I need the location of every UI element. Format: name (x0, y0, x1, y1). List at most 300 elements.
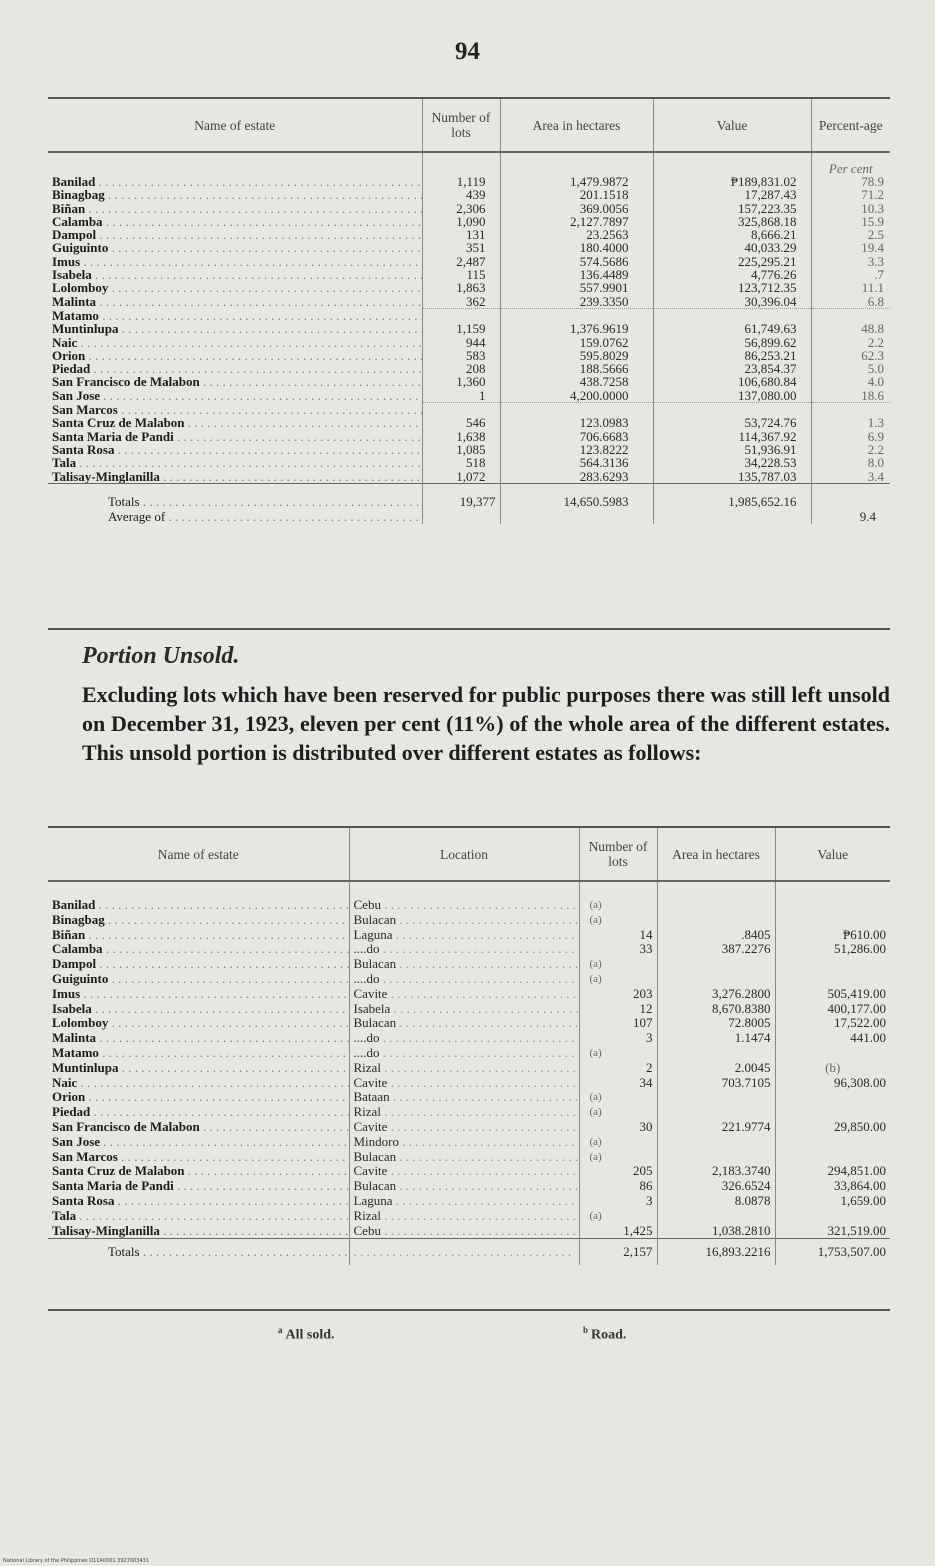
totals-pct (811, 483, 890, 509)
estate-name: Naic . . . (48, 1076, 349, 1091)
estate-location: Mindoro . . . (349, 1135, 579, 1150)
estate-name: Imus . . . (48, 255, 422, 268)
unsold-row (48, 1076, 890, 1091)
estate-area: 1,479.9872 (500, 175, 653, 188)
estate-area: 1,376.9619 (500, 322, 653, 335)
estate-area: 369.0056 (500, 202, 653, 215)
estate-percent: 3.3 (811, 255, 890, 268)
estate-lots: 2,487 (422, 255, 500, 268)
estate-location: Cavite . . . (349, 1120, 579, 1135)
estate-value: 30,396.04 (653, 295, 811, 309)
unsold-table-body (48, 881, 890, 1239)
estate-area (657, 1090, 775, 1105)
estate-percent: 6.9 (811, 430, 890, 443)
estate-area (657, 1105, 775, 1120)
estate-value: 40,033.29 (653, 241, 811, 254)
estate-value (775, 1046, 890, 1061)
estate-value: 86,253.21 (653, 349, 811, 362)
estate-lots: 583 (422, 349, 500, 362)
estate-row (48, 375, 890, 388)
estate-value: ₱189,831.02 (653, 175, 811, 188)
unsold-row (48, 1150, 890, 1165)
unsold-row (48, 972, 890, 987)
estate-lots: (a) (579, 1105, 657, 1120)
estate-percent: 6.8 (811, 295, 890, 309)
estate-area: 574.5686 (500, 255, 653, 268)
estate-location: Isabela . . . (349, 1002, 579, 1017)
header-value: Value (653, 98, 811, 152)
estate-lots: 3 (579, 1194, 657, 1209)
estate-lots: 1,085 (422, 443, 500, 456)
totals-row (48, 1239, 890, 1266)
estate-area (657, 898, 775, 913)
estate-area: 123.8222 (500, 443, 653, 456)
estate-name: Talisay-Minglanilla . . . (48, 470, 422, 484)
estate-value: 321,519.00 (775, 1224, 890, 1239)
estate-lots: 203 (579, 987, 657, 1002)
estate-row (48, 175, 890, 188)
estate-location: Bulacan . . . (349, 1150, 579, 1165)
estate-area: 239.3350 (500, 295, 653, 309)
table-bottom-rule-2 (48, 1309, 890, 1311)
average-pct: 9.4 (811, 509, 890, 524)
estate-lots: 439 (422, 188, 500, 201)
estate-name: Matamo . . . (48, 1046, 349, 1061)
estate-percent: 78.9 (811, 175, 890, 188)
unsold-row (48, 913, 890, 928)
estate-area (657, 1046, 775, 1061)
estate-row (48, 255, 890, 268)
estate-lots: (a) (579, 1150, 657, 1165)
estate-area: 283.6293 (500, 470, 653, 484)
estate-value (775, 1105, 890, 1120)
estate-area: 595.8029 (500, 349, 653, 362)
estate-lots: 86 (579, 1179, 657, 1194)
estate-area: 557.9901 (500, 281, 653, 294)
estate-area: 123.0983 (500, 416, 653, 429)
estate-name: Muntinlupa . . . (48, 1061, 349, 1076)
estate-value: 17,287.43 (653, 188, 811, 201)
estate-area (657, 913, 775, 928)
estate-area: 706.6683 (500, 430, 653, 443)
estate-lots: (a) (579, 1046, 657, 1061)
estate-name: Naic . . . (48, 336, 422, 349)
sales-table-header (48, 98, 890, 152)
estate-lots: 131 (422, 228, 500, 241)
estate-name: San Jose . . . (48, 1135, 349, 1150)
estate-lots: 1,360 (422, 375, 500, 388)
header-value: Value (775, 827, 890, 881)
estate-name: San Francisco de Malabon . . . (48, 1120, 349, 1135)
unsold-row (48, 1224, 890, 1239)
unsold-row (48, 1031, 890, 1046)
estate-name: Banilad . . . (48, 898, 349, 913)
estate-name: Biñan . . . (48, 202, 422, 215)
estate-location: Bulacan . . . (349, 957, 579, 972)
estate-lots: 34 (579, 1076, 657, 1091)
estate-value (775, 898, 890, 913)
estate-value: 441.00 (775, 1031, 890, 1046)
unsold-row (48, 987, 890, 1002)
page-number: 94 (455, 38, 480, 65)
percent-unit: Per cent (811, 152, 890, 175)
estate-lots: 362 (422, 295, 500, 309)
estate-percent: 18.6 (811, 389, 890, 403)
estate-row (48, 389, 890, 403)
estate-value: 294,851.00 (775, 1164, 890, 1179)
estate-percent: 5.0 (811, 362, 890, 375)
estate-value: (b) (775, 1061, 890, 1076)
unsold-row (48, 928, 890, 943)
estate-area (657, 1135, 775, 1150)
estate-lots: 115 (422, 268, 500, 281)
estate-row (48, 295, 890, 309)
estate-lots: 518 (422, 456, 500, 469)
unsold-row (48, 957, 890, 972)
estate-location: Cavite . . . (349, 1076, 579, 1091)
estate-name: Santa Cruz de Malabon . . . (48, 1164, 349, 1179)
unsold-row (48, 942, 890, 957)
estate-row (48, 336, 890, 349)
estate-area: 4,200.0000 (500, 389, 653, 403)
estate-name: Santa Cruz de Malabon . . . (48, 416, 422, 429)
estate-lots: 1,863 (422, 281, 500, 294)
estate-location: Rizal . . . (349, 1209, 579, 1224)
estate-row (48, 470, 890, 484)
unsold-table-header (48, 827, 890, 881)
estate-area: .8405 (657, 928, 775, 943)
footnote-a: $^a$ All sold. (278, 1325, 335, 1343)
estate-lots: 546 (422, 416, 500, 429)
estate-name: San Jose . . . (48, 389, 422, 403)
header-lots: Number of lots (422, 98, 500, 152)
estate-name: Piedad . . . (48, 1105, 349, 1120)
estate-lots: 107 (579, 1016, 657, 1031)
estate-value: 325,868.18 (653, 215, 811, 228)
estate-location: Cebu . . . (349, 898, 579, 913)
estate-lots: 1,119 (422, 175, 500, 188)
estate-name: Calamba . . . (48, 215, 422, 228)
estate-area (657, 1150, 775, 1165)
estate-lots: 3 (579, 1031, 657, 1046)
estate-lots: (a) (579, 957, 657, 972)
unsold-row (48, 1002, 890, 1017)
header-name: Name of estate (48, 98, 422, 152)
estate-name: Orion . . . (48, 349, 422, 362)
unsold-table (48, 826, 890, 1265)
footnote-b: $^b$ Road. (583, 1325, 627, 1343)
estate-value: 135,787.03 (653, 470, 811, 484)
estate-lots (422, 403, 500, 417)
estate-area: 8,670.8380 (657, 1002, 775, 1017)
estate-percent: 62.3 (811, 349, 890, 362)
estate-lots: (a) (579, 1135, 657, 1150)
estate-area (657, 972, 775, 987)
sales-table (48, 97, 890, 524)
estate-row (48, 268, 890, 281)
estate-location: ....do . . . (349, 942, 579, 957)
unsold-row (48, 1090, 890, 1105)
section-title: Portion Unsold. (82, 643, 240, 669)
estate-location: Rizal . . . (349, 1061, 579, 1076)
estate-value (653, 403, 811, 417)
estate-name: Isabela . . . (48, 268, 422, 281)
estate-location: Cebu . . . (349, 1224, 579, 1239)
estate-name: Biñan . . . (48, 928, 349, 943)
estate-name: Muntinlupa . . . (48, 322, 422, 335)
estate-name: Dampol . . . (48, 957, 349, 972)
estate-location: Laguna . . . (349, 1194, 579, 1209)
unsold-row (48, 1135, 890, 1150)
estate-lots: 351 (422, 241, 500, 254)
estate-row (48, 188, 890, 201)
estate-value: 114,367.92 (653, 430, 811, 443)
header-location: Location (349, 827, 579, 881)
estate-name: Guiguinto . . . (48, 241, 422, 254)
header-name: Name of estate (48, 827, 349, 881)
unsold-row (48, 1194, 890, 1209)
unsold-row (48, 1105, 890, 1120)
estate-lots: 1,072 (422, 470, 500, 484)
estate-lots (422, 308, 500, 322)
unsold-row (48, 898, 890, 913)
estate-lots: (a) (579, 913, 657, 928)
estate-location: Rizal . . . (349, 1105, 579, 1120)
estate-name: Calamba . . . (48, 942, 349, 957)
average-label: Average of . . . (48, 509, 422, 524)
estate-value: 51,286.00 (775, 942, 890, 957)
estate-value: 106,680.84 (653, 375, 811, 388)
estate-location: Bulacan . . . (349, 1016, 579, 1031)
totals-row (48, 483, 890, 509)
header-lots: Number of lots (579, 827, 657, 881)
estate-name: Malinta . . . (48, 1031, 349, 1046)
estate-name: Santa Maria de Pandi . . . (48, 1179, 349, 1194)
estate-location: ....do . . . (349, 1046, 579, 1061)
totals-label: Totals . . . (48, 1239, 349, 1266)
estate-value: 400,177.00 (775, 1002, 890, 1017)
unsold-row (48, 1061, 890, 1076)
estate-area: 8.0878 (657, 1194, 775, 1209)
estate-name: Talisay-Minglanilla . . . (48, 1224, 349, 1239)
estate-row (48, 215, 890, 228)
estate-value: 157,223.35 (653, 202, 811, 215)
estate-value: 61,749.63 (653, 322, 811, 335)
header-area: Area in hectares (500, 98, 653, 152)
estate-row (48, 430, 890, 443)
scan-watermark: National Library of the Philippines D11A0001 3927003431 (3, 1558, 149, 1564)
totals-area: 14,650.5983 (500, 483, 653, 509)
estate-name: Imus . . . (48, 987, 349, 1002)
table-bottom-rule (48, 628, 890, 630)
estate-value: 34,228.53 (653, 456, 811, 469)
estate-location: Cavite . . . (349, 987, 579, 1002)
estate-percent (811, 308, 890, 322)
estate-value: 51,936.91 (653, 443, 811, 456)
estate-percent: 2.5 (811, 228, 890, 241)
unsold-row (48, 1209, 890, 1224)
estate-percent: 10.3 (811, 202, 890, 215)
estate-area: 201.1518 (500, 188, 653, 201)
estate-area (657, 1209, 775, 1224)
estate-name: Guiguinto . . . (48, 972, 349, 987)
estate-row (48, 443, 890, 456)
estate-lots: (a) (579, 972, 657, 987)
estate-name: Binagbag . . . (48, 913, 349, 928)
estate-name: San Marcos . . . (48, 1150, 349, 1165)
unit-row (48, 152, 890, 175)
unsold-row (48, 1120, 890, 1135)
estate-name: Banilad . . . (48, 175, 422, 188)
estate-area: 703.7105 (657, 1076, 775, 1091)
estate-percent: 2.2 (811, 336, 890, 349)
estate-area: 23.2563 (500, 228, 653, 241)
estate-percent: 3.4 (811, 470, 890, 484)
totals-value: 1,985,652.16 (653, 483, 811, 509)
estate-row (48, 416, 890, 429)
estate-name: Malinta . . . (48, 295, 422, 309)
estate-area (657, 957, 775, 972)
unsold-row (48, 1016, 890, 1031)
estate-row (48, 308, 890, 322)
unsold-row (48, 1164, 890, 1179)
estate-value (775, 1150, 890, 1165)
estate-name: Dampol . . . (48, 228, 422, 241)
estate-area: 326.6524 (657, 1179, 775, 1194)
estate-location: ....do . . . (349, 972, 579, 987)
estate-lots: 1,638 (422, 430, 500, 443)
estate-lots: 14 (579, 928, 657, 943)
estate-area (500, 308, 653, 322)
estate-area: 159.0762 (500, 336, 653, 349)
estate-location: Cavite . . . (349, 1164, 579, 1179)
estate-name: Tala . . . (48, 456, 422, 469)
estate-lots: (a) (579, 1209, 657, 1224)
estate-area: 72.8005 (657, 1016, 775, 1031)
estate-lots: 205 (579, 1164, 657, 1179)
estate-name: Matamo . . . (48, 308, 422, 322)
estate-lots: 2 (579, 1061, 657, 1076)
estate-row (48, 362, 890, 375)
totals-lots: 2,157 (579, 1239, 657, 1266)
estate-value: 17,522.00 (775, 1016, 890, 1031)
estate-location: ....do . . . (349, 1031, 579, 1046)
estate-percent: 2.2 (811, 443, 890, 456)
average-row (48, 509, 890, 524)
estate-value: 4,776.26 (653, 268, 811, 281)
estate-value (775, 972, 890, 987)
estate-percent: 71.2 (811, 188, 890, 201)
estate-row (48, 281, 890, 294)
estate-percent: 11.1 (811, 281, 890, 294)
estate-area: 3,276.2800 (657, 987, 775, 1002)
estate-value (653, 308, 811, 322)
body-paragraph: Excluding lots which have been reserved for public purposes there was still left unsold on December 31, 1923, eleven per cent (11%) of the whole area of the different estates. This unsold portion is distributed over different estates as follows: (82, 682, 890, 765)
estate-lots: 2,306 (422, 202, 500, 215)
estate-row (48, 349, 890, 362)
estate-lots: 33 (579, 942, 657, 957)
estate-location: Bulacan . . . (349, 1179, 579, 1194)
estate-area: 2,183.3740 (657, 1164, 775, 1179)
estate-area: 221.9774 (657, 1120, 775, 1135)
estate-name: Isabela . . . (48, 1002, 349, 1017)
totals-lots: 19,377 (422, 483, 500, 509)
totals-area: 16,893.2216 (657, 1239, 775, 1266)
estate-value: 53,724.76 (653, 416, 811, 429)
estate-area: 180.4000 (500, 241, 653, 254)
estate-percent: .7 (811, 268, 890, 281)
estate-area: 188.5666 (500, 362, 653, 375)
estate-row (48, 241, 890, 254)
estate-area: 1,038.2810 (657, 1224, 775, 1239)
estate-lots: 1 (422, 389, 500, 403)
estate-value: 8,666.21 (653, 228, 811, 241)
sales-table-body (48, 152, 890, 483)
estate-lots: 1,159 (422, 322, 500, 335)
estate-percent: 1.3 (811, 416, 890, 429)
estate-name: Orion . . . (48, 1090, 349, 1105)
estate-location: Bulacan . . . (349, 913, 579, 928)
estate-value (775, 1090, 890, 1105)
estate-value: 33,864.00 (775, 1179, 890, 1194)
estate-row (48, 403, 890, 417)
estate-area: 564.3136 (500, 456, 653, 469)
estate-lots: (a) (579, 898, 657, 913)
estate-lots: 1,425 (579, 1224, 657, 1239)
estate-percent: 15.9 (811, 215, 890, 228)
estate-lots: 944 (422, 336, 500, 349)
header-percent: Percent-age (811, 98, 890, 152)
estate-value: 137,080.00 (653, 389, 811, 403)
estate-name: Santa Maria de Pandi . . . (48, 430, 422, 443)
estate-location: Laguna . . . (349, 928, 579, 943)
estate-row (48, 322, 890, 335)
estate-name: Piedad . . . (48, 362, 422, 375)
estate-area (500, 403, 653, 417)
estate-location: Bataan . . . (349, 1090, 579, 1105)
estate-value (775, 1209, 890, 1224)
estate-name: Santa Rosa . . . (48, 1194, 349, 1209)
estate-area: 2,127.7897 (500, 215, 653, 228)
estate-value (775, 913, 890, 928)
estate-row (48, 202, 890, 215)
totals-label: Totals . . . (48, 483, 422, 509)
estate-area: 2.0045 (657, 1061, 775, 1076)
estate-lots: 1,090 (422, 215, 500, 228)
estate-value (775, 957, 890, 972)
estate-name: Santa Rosa . . . (48, 443, 422, 456)
estate-value: 29,850.00 (775, 1120, 890, 1135)
unsold-row (48, 1179, 890, 1194)
estate-area: 438.7258 (500, 375, 653, 388)
estate-percent: 48.8 (811, 322, 890, 335)
estate-area: 1.1474 (657, 1031, 775, 1046)
estate-percent (811, 403, 890, 417)
estate-area: 136.4489 (500, 268, 653, 281)
estate-name: Lolomboy . . . (48, 281, 422, 294)
totals-value: 1,753,507.00 (775, 1239, 890, 1266)
estate-lots: 208 (422, 362, 500, 375)
estate-name: San Marcos . . . (48, 403, 422, 417)
estate-percent: 8.0 (811, 456, 890, 469)
estate-lots: (a) (579, 1090, 657, 1105)
estate-value: 225,295.21 (653, 255, 811, 268)
estate-value: 96,308.00 (775, 1076, 890, 1091)
estate-percent: 4.0 (811, 375, 890, 388)
estate-name: San Francisco de Malabon . . . (48, 375, 422, 388)
estate-value: 1,659.00 (775, 1194, 890, 1209)
estate-name: Tala . . . (48, 1209, 349, 1224)
